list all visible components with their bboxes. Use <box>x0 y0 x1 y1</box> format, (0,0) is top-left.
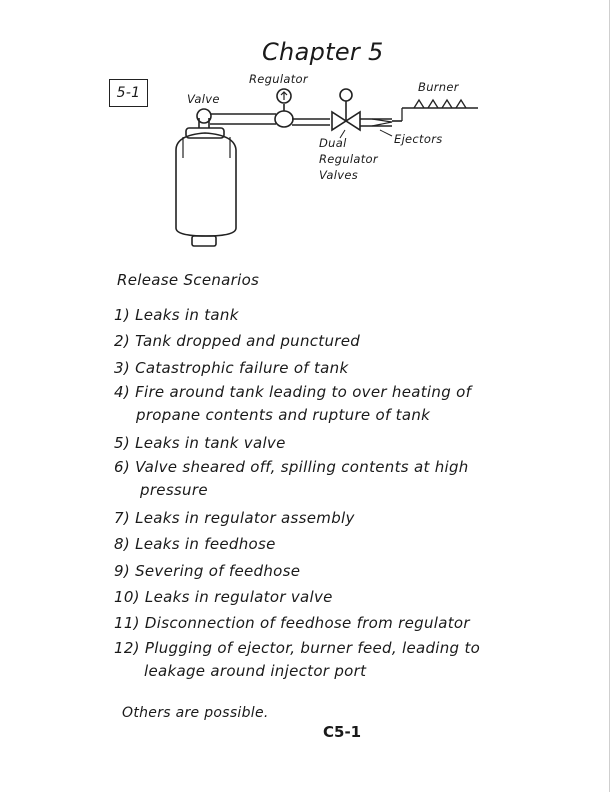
figure-number-box: 5-1 <box>109 79 148 107</box>
regulator-body <box>275 111 293 127</box>
page-number: C5-1 <box>323 723 362 741</box>
burner-flames-icon <box>414 100 466 108</box>
list-item: 5) Leaks in tank valve <box>114 433 286 452</box>
tank-valve-icon <box>197 109 211 123</box>
label-dual: Dual <box>319 136 347 150</box>
list-item: 1) Leaks in tank <box>114 306 239 324</box>
list-item: 9) Severing of feedhose <box>114 561 301 580</box>
label-regulator-2: Regulator <box>319 152 378 166</box>
list-item: 7) Leaks in regulator assembly <box>114 509 355 528</box>
label-ejectors: Ejectors <box>394 132 443 146</box>
propane-system-diagram <box>0 0 612 260</box>
label-valves: Valves <box>319 168 359 182</box>
list-item: 11) Disconnection of feedhose from regulator <box>114 614 470 633</box>
tank-shoulder <box>183 137 230 158</box>
label-burner: Burner <box>418 80 459 94</box>
list-item: 4) Fire around tank leading to over heating of propane contents and rupture of tank <box>114 382 472 424</box>
list-item: 12) Plugging of ejector, burner feed, leading to leakage around injector port <box>114 638 481 680</box>
closing-note: Others are possible. <box>122 705 269 721</box>
list-item: 3) Catastrophic failure of tank <box>114 358 349 377</box>
page-title: Chapter 5 <box>262 38 384 66</box>
tank-base <box>192 236 216 246</box>
section-heading: Release Scenarios <box>117 271 260 289</box>
list-item: 2) Tank dropped and punctured <box>114 332 361 351</box>
tank-body <box>176 133 236 236</box>
scenario-list <box>114 302 534 686</box>
list-item: 10) Leaks in regulator valve <box>114 588 333 607</box>
list-item: 8) Leaks in feedhose <box>114 535 276 554</box>
label-regulator: Regulator <box>249 72 308 86</box>
label-valve: Valve <box>187 92 220 106</box>
list-item: 6) Valve sheared off, spilling contents at high pressure <box>114 458 469 500</box>
ejector-icon <box>372 119 392 126</box>
